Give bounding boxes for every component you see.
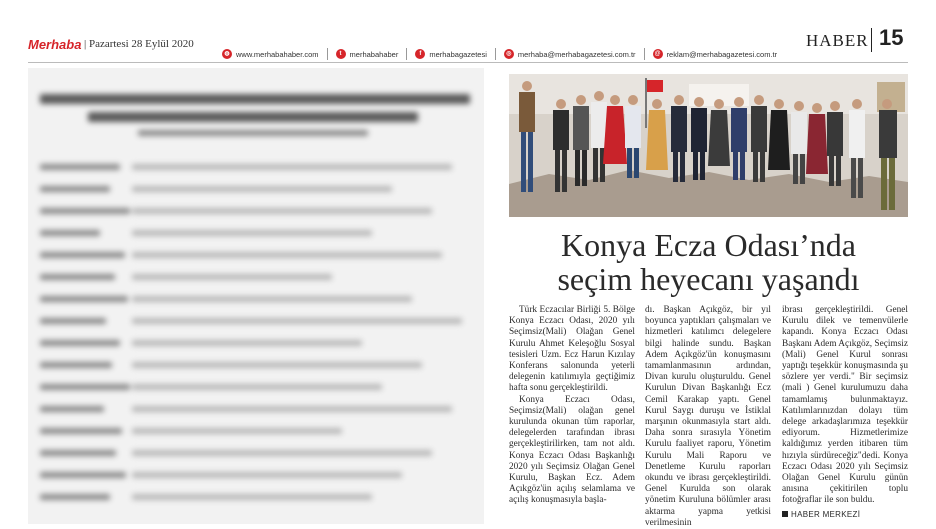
article-headline	[509, 228, 908, 296]
article-column-3	[782, 305, 908, 520]
square-icon	[782, 511, 788, 517]
contact-text: merhabahaber	[349, 49, 399, 59]
paragraph: Konya Eczacı Odası, Seçimsiz(Mali) olağan genel kurulunda okunan tüm raporlar, delegelerden tarafından ibrası gerçekleştirilirken, tam not aldı. Konya Eczacı Odası Başkanlığı 2020 yılı Seçimsiz Olağan Genel Kurulu, Başkan Ecz. Adem Açıkgöz'ün açılış selamlama ve açılış konuşmasıyla başla-	[509, 394, 635, 506]
email-icon: @	[653, 49, 663, 59]
masthead-brand: Merhaba	[28, 37, 82, 52]
contact-instagram[interactable]	[504, 49, 636, 59]
divider	[406, 48, 407, 60]
divider	[327, 48, 328, 60]
contact-bar	[222, 47, 785, 61]
contact-facebook[interactable]	[415, 49, 487, 59]
article-column-1	[509, 305, 635, 507]
contact-email[interactable]	[653, 49, 778, 59]
issue-date: | Pazartesi 28 Eylül 2020	[84, 38, 194, 50]
facebook-icon: f	[415, 49, 425, 59]
paragraph: ibrası gerçekleştirildi. Genel Kurulu dilek ve temenvülerle kapandı. Konya Eczacı Odası Başkanı Adem Açıkgöz, Seçimsiz (Mali) Genel Kurul sonrası yaptığı teşekkür konuşmasında şu sözlere yer verdi." Bir seçimsiz (mali ) Genel kurulumuzu daha tamamlamış bulunmaktayız. Katılımlarınızdan dolayı tüm delege arkadaşlarımıza teşekkür ediyorum. Hizmetlerimize kaldığımız yerden itibaren tüm hızıyla sürdüreceğiz"dedi. Konya Eczacı Odası 2020 yılı Seçimsiz Olağan Genel Kurulu günün anısına çekitirilen toplu fotoğraflar ile son buldu.	[782, 305, 909, 506]
globe-icon: ◍	[222, 49, 232, 59]
header-rule	[28, 62, 908, 63]
contact-text: merhabagazetesi	[429, 49, 487, 59]
instagram-icon: ◎	[504, 49, 514, 59]
article-column-2	[645, 305, 771, 529]
contact-text: reklam@merhabagazetesi.com.tr	[666, 49, 778, 59]
contact-website[interactable]	[222, 49, 319, 59]
divider	[495, 48, 496, 60]
contact-text: merhaba@merhabagazetesi.com.tr	[517, 49, 636, 59]
paragraph: Türk Eczacılar Birliği 5. Bölge Konya Eczacı Odası, 2020 yılı Seçimsiz(Mali) Olağan Genel Kurulu Ahmet Keleşoğlu Sosyal tesisleri Uzm. Ecz Harun Kızılay Konferans salonunda yeterli delegenin katılımıyla geçtiğimiz hafta sonu gerçekleştirildi.	[509, 305, 635, 394]
twitter-icon: t	[336, 49, 346, 59]
page-header	[0, 0, 936, 62]
paragraph: dı. Başkan Açıkgöz, bir yıl boyunca yaptıkları çalışmaları ve hizmetleri katılımcı delegelere bilgi halinde sundu. Başkan Adem Açıkgöz'ün konuşmasını tamamlanmasının ardından, Divan kurulu oluşturuldu. Genel Kurulun Divan Başkanlığı Ecz Cemil Karakap yaptı. Genel Kurul Saygı duruşu ve İstiklal marşının okunmasıyla start aldı. Daha sonra sırasıyla Yönetim Kurulu faaliyet raporu, Yönetim Kurulu Mali Raporu ve Denetleme Kurulu raporları okundu ve ibrası gerçekleştirildi. Genel Kurulda son olarak yönetim Kuruluna bölümler arası aktarma yapma yetkisi verilmesinin	[645, 305, 771, 528]
page-number: 15	[879, 25, 904, 50]
section-name: HABER	[806, 31, 869, 50]
divider	[644, 48, 645, 60]
group-photo-illustration	[509, 74, 908, 217]
headline-line: Konya Ecza Odası’nda	[561, 227, 856, 263]
byline	[782, 509, 908, 520]
divider	[871, 28, 872, 52]
blurred-article-region	[28, 68, 484, 524]
headline-line: seçim heyecanı yaşandı	[557, 261, 860, 297]
contact-twitter[interactable]	[336, 49, 399, 59]
byline-text: HABER MERKEZİ	[791, 509, 861, 519]
contact-text: www.merhabahaber.com	[236, 49, 319, 59]
group-photo	[509, 74, 908, 217]
